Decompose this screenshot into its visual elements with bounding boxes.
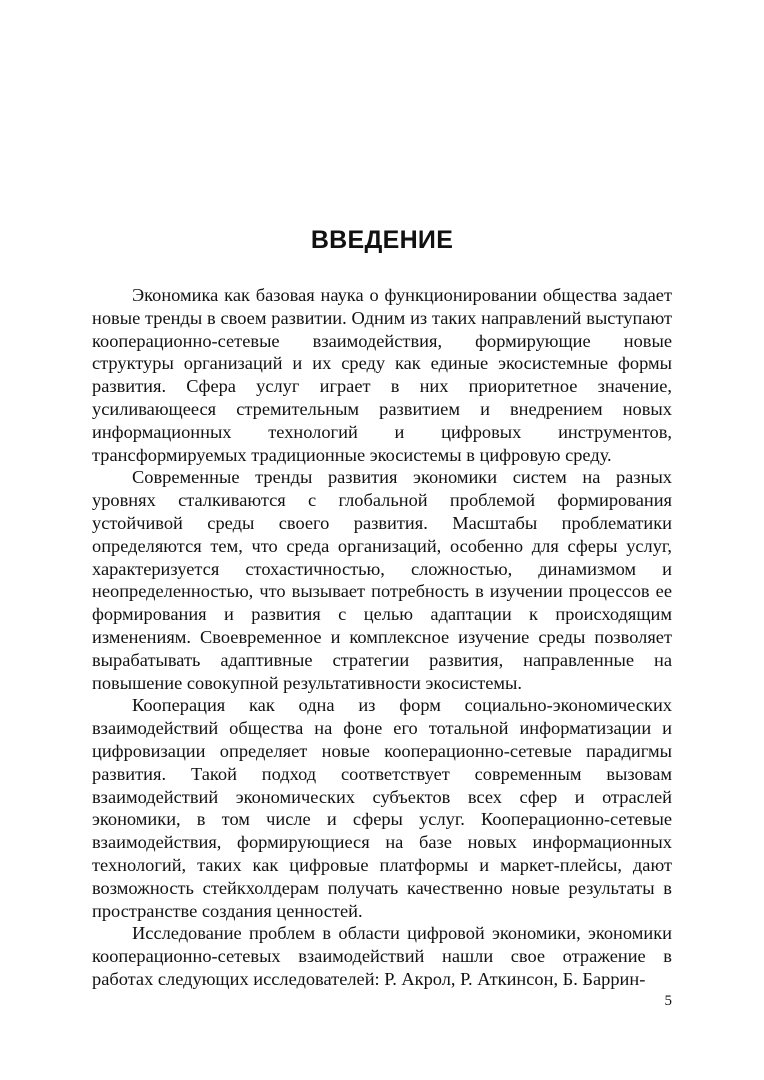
paragraph: Современные тренды развития экономики систем на разных уровнях сталкиваются с глобальной проблемой формирования устойчивой среды своего развития. Масштабы проблематики определяются тем, что среда организаций, особенно для сферы услуг, характеризуется стохастичностью, сложностью, динамизмом и неопределенностью, что вызывает потребность в изучении процессов ее формирования и развития с целью адаптации к происходящим изменениям. Своевременное и комплексное изучение среды позволяет вырабатывать адаптивные стратегии развития, направленные на повышение совокупной результативности экосистемы. [92,467,672,693]
body-text [92,284,672,991]
paragraph: Экономика как базовая наука о функционировании общества задает новые тренды в своем развитии. Одним из таких направлений выступают кооперационно-сетевые взаимодействия, формирующие новые структуры организаций и их среду как единые экосистемные формы развития. Сфера услуг играет в них приоритетное значение, усиливающееся стремительным развитием и внедрением новых информационных технологий и цифровых инструментов, трансформируемых традиционные экосистемы в цифровую среду. [92,285,672,465]
paragraph: Кооперация как одна из форм социально-экономических взаимодействий общества на фоне его тотальной информатизации и цифровизации определяет новые кооперационно-сетевые парадигмы развития. Такой подход соответствует современным вызовам взаимодействий экономических субъектов всех сфер и отраслей экономики, в том числе и сферы услуг. Кооперационно-сетевые взаимодействия, формирующиеся на базе новых информационных технологий, таких как цифровые платформы и маркет-плейсы, дают возможность стейкхолдерам получать качественно новые результаты в пространстве создания ценностей. [92,695,672,921]
chapter-heading: ВВЕДЕНИЕ [310,226,454,254]
paragraph: Исследование проблем в области цифровой экономики, экономики кооперационно-сетевых взаимодействий нашли свое отражение в работах следующих исследователей: Р. Акрол, Р. Аткинсон, Б. Баррин- [92,923,672,989]
page-number: 5 [664,993,672,1009]
